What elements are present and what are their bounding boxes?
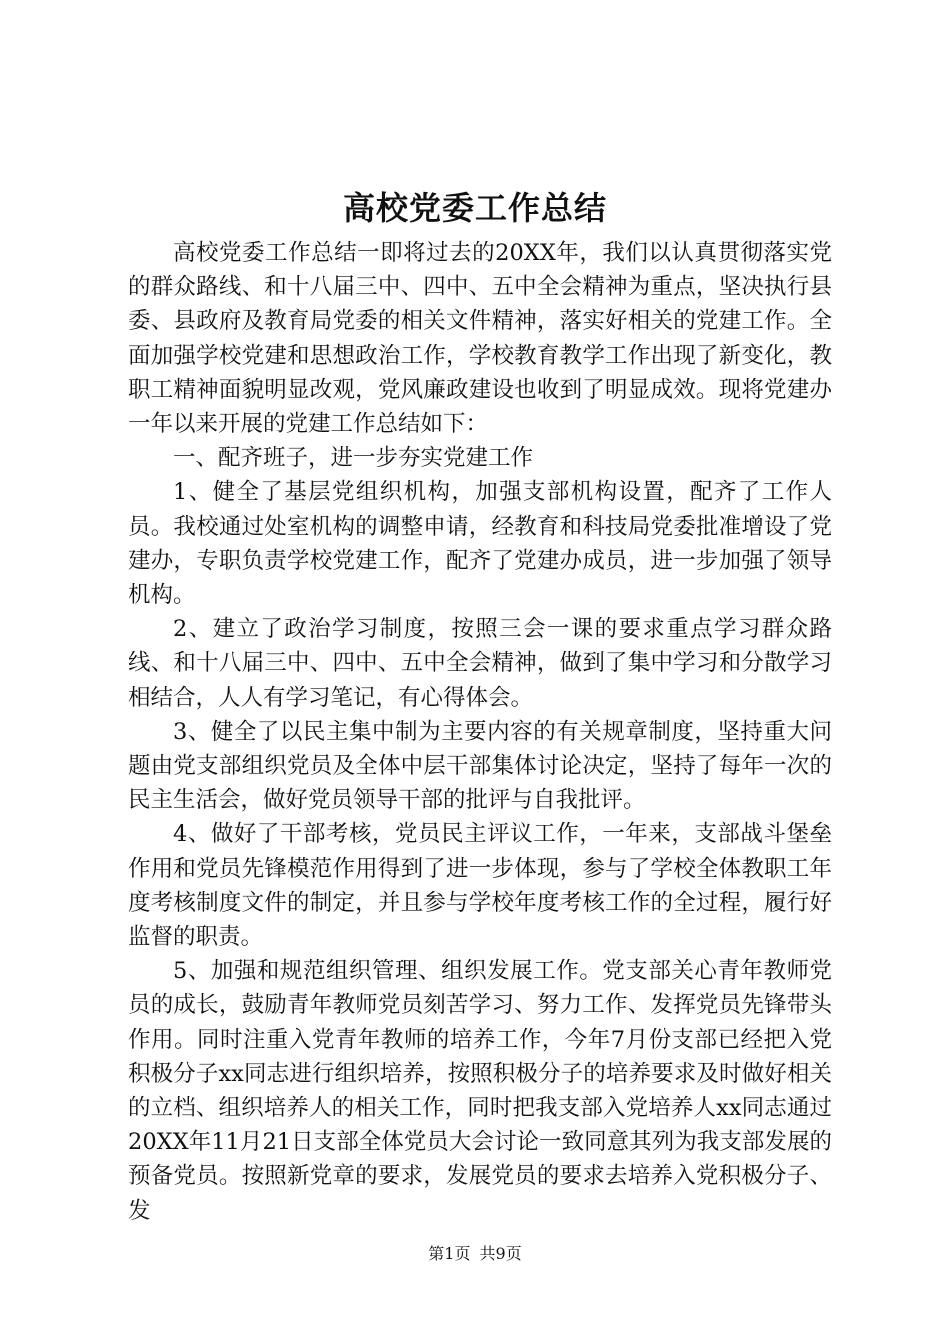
page-total: 共9页	[479, 1244, 522, 1263]
paragraph-item-2: 2、建立了政治学习制度，按照三会一课的要求重点学习群众路线、和十八届三中、四中、五中全会精神，做到了集中学习和分散学习相结合，人人有学习笔记，有心得体会。	[128, 616, 832, 711]
document-body	[128, 236, 832, 1228]
paragraph-intro: 高校党委工作总结一即将过去的20XX年，我们以认真贯彻落实党的群众路线、和十八届三中、四中、五中全会精神为重点，坚决执行县委、县政府及教育局党委的相关文件精神，落实好相关的党建工作。全面加强学校党建和思想政治工作，学校教育教学工作出现了新变化，教职工精神面貌明显改观，党风廉政建设也收到了明显成效。现将党建办一年以来开展的党建工作总结如下：	[128, 240, 832, 438]
page-number: 第1页	[428, 1244, 471, 1263]
paragraph-item-3: 3、健全了以民主集中制为主要内容的有关规章制度，坚持重大问题由党支部组织党员及全体中层干部集体讨论决定，坚持了每年一次的民主生活会，做好党员领导干部的批评与自我批评。	[128, 718, 832, 814]
document-title: 高校党委工作总结	[342, 189, 607, 227]
paragraph-item-5: 5、加强和规范组织管理、组织发展工作。党支部关心青年教师党员的成长，鼓励青年教师党员刻苦学习、努力工作、发挥党员先锋带头作用。同时注重入党青年教师的培养工作，今年7月份支部已经把入党积极分子xx同志进行组织培养，按照积极分子的培养要求及时做好相关的立档、组织培养人的相关工作，同时把我支部入党培养人xx同志通过20XX年11月21日支部全体党员大会讨论一致同意其列为我支部发展的预备党员。按照新党章的要求，发展党员的要求去培养入党积极分子、发	[128, 958, 832, 1224]
paragraph-item-1: 1、健全了基层党组织机构，加强支部机构设置，配齐了工作人员。我校通过处室机构的调整申请，经教育和科技局党委批准增设了党建办，专职负责学校党建工作，配齐了党建办成员，进一步加强了领导机构。	[128, 479, 832, 609]
page-footer	[0, 1243, 950, 1265]
section-heading-1: 一、配齐班子，进一步夯实党建工作	[173, 445, 534, 472]
paragraph-item-4: 4、做好了干部考核，党员民主评议工作，一年来，支部战斗堡垒作用和党员先锋模范作用得到了进一步体现，参与了学校全体教职工年度考核制度文件的制定，并且参与学校年度考核工作的全过程，履行好监督的职责。	[128, 821, 832, 951]
